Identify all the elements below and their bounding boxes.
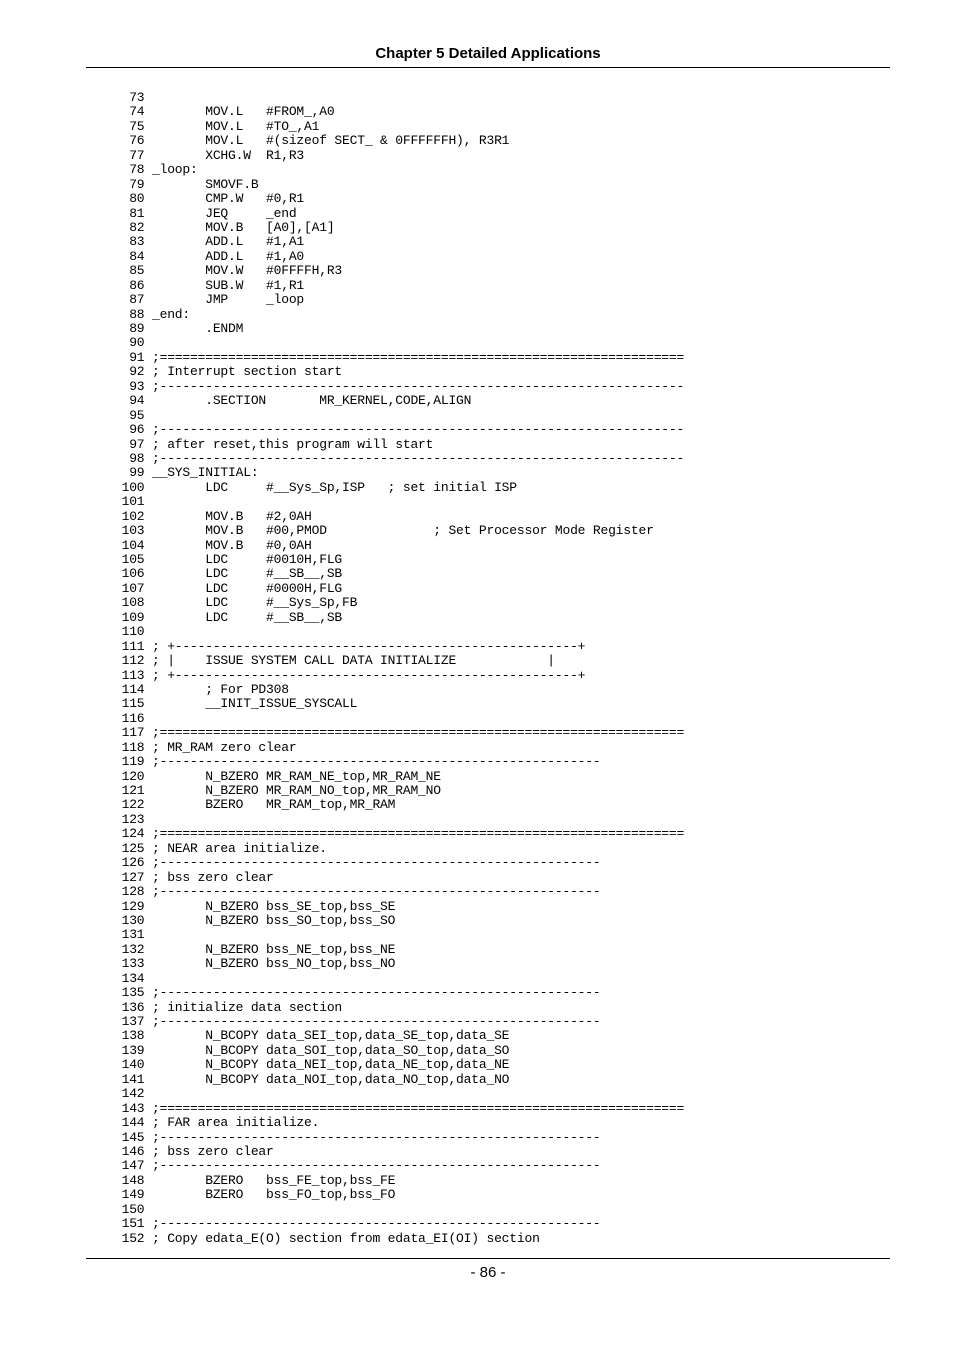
code-line: 126 ;---------------------------------------------------------- [114, 855, 601, 871]
code-line: 106 LDC #__SB__,SB [114, 566, 343, 582]
code-line: 75 MOV.L #TO_,A1 [114, 118, 320, 134]
code-line: 90 [114, 335, 145, 351]
code-line: 78 _loop: [114, 162, 198, 178]
code-line: 87 JMP _loop [114, 292, 305, 308]
code-line: 101 [114, 494, 145, 510]
footer-rule [86, 1258, 890, 1259]
code-line: 142 [114, 1086, 145, 1102]
code-line: 105 LDC #0010H,FLG [114, 552, 343, 567]
code-line: 121 N_BZERO MR_RAM_NO_top,MR_RAM_NO [114, 783, 441, 798]
code-line: 86 SUB.W #1,R1 [114, 277, 305, 293]
code-line: 144 ; FAR area initialize. [114, 1115, 320, 1131]
code-line: 118 ; MR_RAM zero clear [114, 739, 297, 755]
code-line: 119 ;---------------------------------------------------------- [114, 754, 601, 770]
code-line: 76 MOV.L #(sizeof SECT_ & 0FFFFFFH), R3R1 [114, 133, 510, 149]
code-line: 131 [114, 927, 145, 943]
code-line: 136 ; initialize data section [114, 999, 343, 1015]
code-line: 115 __INIT_ISSUE_SYSCALL [114, 696, 358, 712]
code-line: 73 [114, 90, 145, 105]
code-line: 83 ADD.L #1,A1 [114, 234, 305, 250]
code-line: 80 CMP.W #0,R1 [114, 191, 305, 207]
code-line: 114 ; For PD308 [114, 681, 289, 697]
code-line: 82 MOV.B [A0],[A1] [114, 219, 335, 235]
code-line: 146 ; bss zero clear [114, 1143, 274, 1159]
code-line: 129 N_BZERO bss_SE_top,bss_SE [114, 898, 396, 914]
header-rule [86, 67, 890, 68]
code-line: 149 BZERO bss_FO_top,bss_FO [114, 1187, 396, 1203]
code-line: 122 BZERO MR_RAM_top,MR_RAM [114, 797, 396, 813]
code-line: 77 XCHG.W R1,R3 [114, 147, 305, 163]
code-line: 103 MOV.B #00,PMOD ; Set Processor Mode Register [114, 523, 654, 539]
code-line: 141 N_BCOPY data_NOI_top,data_NO_top,data_NO [114, 1071, 510, 1087]
code-line: 112 ; | ISSUE SYSTEM CALL DATA INITIALIZE | [114, 653, 555, 669]
code-line: 108 LDC #__Sys_Sp,FB [114, 595, 358, 611]
code-line: 109 LDC #__SB__,SB [114, 609, 343, 625]
code-line: 150 [114, 1201, 145, 1217]
code-line: 137 ;---------------------------------------------------------- [114, 1014, 601, 1029]
code-line: 111 ; +-----------------------------------------------------+ [114, 638, 586, 654]
code-listing [114, 91, 684, 1246]
code-line: 102 MOV.B #2,0AH [114, 508, 312, 524]
code-line: 99 __SYS_INITIAL: [114, 465, 259, 481]
code-line: 130 N_BZERO bss_SO_top,bss_SO [114, 912, 396, 928]
code-line: 84 ADD.L #1,A0 [114, 248, 305, 264]
code-line: 95 [114, 407, 145, 423]
code-line: 133 N_BZERO bss_NO_top,bss_NO [114, 956, 396, 972]
code-line: 148 BZERO bss_FE_top,bss_FE [114, 1172, 396, 1188]
code-line: 88 _end: [114, 306, 191, 322]
code-line: 94 .SECTION MR_KERNEL,CODE,ALIGN [114, 393, 472, 409]
code-line: 89 .ENDM [114, 321, 244, 336]
code-line: 98 ;--------------------------------------------------------------------- [114, 450, 685, 466]
code-line: 138 N_BCOPY data_SEI_top,data_SE_top,data_SE [114, 1028, 510, 1044]
code-line: 128 ;---------------------------------------------------------- [114, 884, 601, 900]
code-line: 92 ; Interrupt section start [114, 364, 343, 380]
page-number: - 86 - [470, 1264, 506, 1281]
code-line: 96 ;--------------------------------------------------------------------- [114, 422, 685, 438]
code-line: 125 ; NEAR area initialize. [114, 840, 327, 856]
code-line: 145 ;---------------------------------------------------------- [114, 1129, 601, 1145]
code-line: 127 ; bss zero clear [114, 869, 274, 885]
code-line: 100 LDC #__Sys_Sp,ISP ; set initial ISP [114, 479, 517, 495]
code-line: 107 LDC #0000H,FLG [114, 580, 343, 596]
code-line: 91 ;===================================================================== [114, 349, 685, 365]
code-line: 135 ;---------------------------------------------------------- [114, 985, 601, 1001]
code-line: 151 ;---------------------------------------------------------- [114, 1216, 601, 1232]
code-line: 147 ;---------------------------------------------------------- [114, 1158, 601, 1174]
code-line: 113 ; +-----------------------------------------------------+ [114, 667, 586, 683]
code-line: 143 ;===================================================================== [114, 1100, 685, 1116]
code-line: 74 MOV.L #FROM_,A0 [114, 104, 335, 120]
code-line: 120 N_BZERO MR_RAM_NE_top,MR_RAM_NE [114, 768, 441, 784]
code-line: 116 [114, 710, 145, 726]
code-line: 132 N_BZERO bss_NE_top,bss_NE [114, 941, 396, 957]
code-line: 152 ; Copy edata_E(O) section from edata_EI(OI) section [114, 1230, 540, 1246]
code-line: 93 ;--------------------------------------------------------------------- [114, 378, 685, 394]
code-line: 81 JEQ _end [114, 205, 297, 221]
code-line: 110 [114, 624, 145, 640]
code-line: 140 N_BCOPY data_NEI_top,data_NE_top,data_NE [114, 1057, 510, 1073]
code-line: 134 [114, 970, 145, 986]
page-header-title: Chapter 5 Detailed Applications [375, 45, 601, 62]
code-line: 85 MOV.W #0FFFFH,R3 [114, 263, 343, 279]
code-line: 123 [114, 811, 145, 827]
code-line: 139 N_BCOPY data_SOI_top,data_SO_top,data_SO [114, 1042, 510, 1058]
code-line: 104 MOV.B #0,0AH [114, 537, 312, 553]
code-line: 79 SMOVF.B [114, 176, 259, 192]
code-line: 117 ;===================================================================== [114, 725, 685, 741]
code-line: 97 ; after reset,this program will start [114, 436, 434, 452]
code-line: 124 ;===================================================================== [114, 826, 685, 842]
